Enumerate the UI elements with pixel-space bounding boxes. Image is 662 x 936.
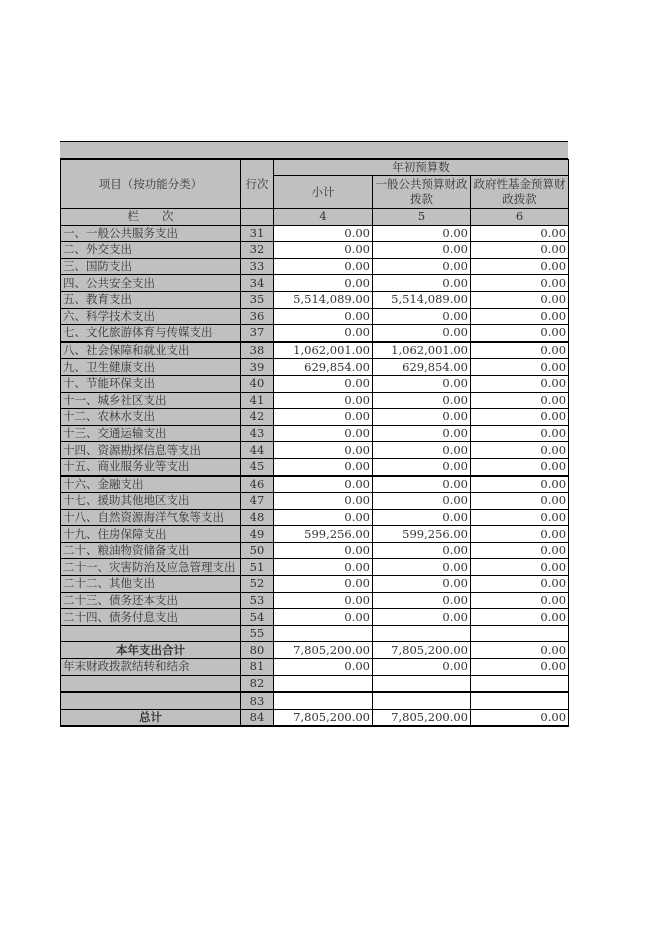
- row-value-gov-fund: [471, 675, 569, 692]
- row-line-no: 55: [241, 625, 274, 642]
- data-rows: [61, 225, 569, 726]
- row-value-general-budget: 0.00: [373, 375, 471, 392]
- row-value-gov-fund: 0.00: [471, 709, 569, 726]
- table-row: [61, 642, 569, 659]
- row-value-gov-fund: [471, 692, 569, 709]
- row-item-label: 十五、商业服务业等支出: [61, 458, 241, 475]
- row-value-subtotal: 7,805,200.00: [274, 709, 373, 726]
- table-row: [61, 359, 569, 376]
- table-row: [61, 542, 569, 559]
- row-line-no: 41: [241, 392, 274, 409]
- table-row: [61, 425, 569, 442]
- row-item-label: 二十、粮油物资储备支出: [61, 542, 241, 559]
- row-value-general-budget: 0.00: [373, 242, 471, 259]
- row-item-label: 二十二、其他支出: [61, 576, 241, 593]
- row-item-label: 二十三、债务还本支出: [61, 592, 241, 609]
- row-line-no: 38: [241, 342, 274, 359]
- row-value-gov-fund: 0.00: [471, 458, 569, 475]
- row-value-gov-fund: 0.00: [471, 476, 569, 493]
- row-value-general-budget: 7,805,200.00: [373, 642, 471, 659]
- row-value-gov-fund: 0.00: [471, 609, 569, 626]
- row-value-gov-fund: 0.00: [471, 225, 569, 242]
- row-item-label: 十四、资源勘探信息等支出: [61, 442, 241, 459]
- row-item-label: 十、节能环保支出: [61, 375, 241, 392]
- row-value-subtotal: 0.00: [274, 325, 373, 342]
- header-col4-subtotal: 小计: [274, 176, 373, 209]
- row-value-general-budget: 7,805,200.00: [373, 709, 471, 726]
- row-item-label: 二、外交支出: [61, 242, 241, 259]
- row-value-gov-fund: 0.00: [471, 576, 569, 593]
- column-index-5: 5: [373, 209, 471, 226]
- column-index-line: [241, 209, 274, 226]
- row-value-general-budget: 0.00: [373, 308, 471, 325]
- row-value-subtotal: 0.00: [274, 659, 373, 676]
- row-item-label: 十一、城乡社区支出: [61, 392, 241, 409]
- row-value-gov-fund: 0.00: [471, 493, 569, 510]
- row-value-general-budget: 629,854.00: [373, 359, 471, 376]
- table-row: [61, 409, 569, 426]
- row-value-general-budget: [373, 675, 471, 692]
- row-line-no: 36: [241, 308, 274, 325]
- row-value-general-budget: 0.00: [373, 325, 471, 342]
- row-value-subtotal: 0.00: [274, 542, 373, 559]
- row-item-label: 十六、金融支出: [61, 476, 241, 493]
- table-row: [61, 275, 569, 292]
- row-value-general-budget: 599,256.00: [373, 526, 471, 543]
- header-item: 项目（按功能分类）: [61, 160, 241, 209]
- row-value-gov-fund: 0.00: [471, 509, 569, 526]
- table-row: [61, 242, 569, 259]
- row-line-no: 47: [241, 493, 274, 510]
- table-row: [61, 476, 569, 493]
- row-value-subtotal: [274, 625, 373, 642]
- row-value-subtotal: 0.00: [274, 375, 373, 392]
- table-row: [61, 458, 569, 475]
- row-item-label: 九、卫生健康支出: [61, 359, 241, 376]
- row-value-subtotal: 0.00: [274, 559, 373, 576]
- row-value-gov-fund: 0.00: [471, 442, 569, 459]
- row-line-no: 53: [241, 592, 274, 609]
- row-value-subtotal: 0.00: [274, 442, 373, 459]
- row-item-label: [61, 675, 241, 692]
- table-row: [61, 225, 569, 242]
- row-value-general-budget: 5,514,089.00: [373, 291, 471, 308]
- header-group-initial-budget: 年初预算数: [274, 160, 569, 176]
- row-item-label: 一、一般公共服务支出: [61, 225, 241, 242]
- row-line-no: 31: [241, 225, 274, 242]
- row-value-general-budget: 0.00: [373, 442, 471, 459]
- row-value-subtotal: 0.00: [274, 609, 373, 626]
- table-row: [61, 559, 569, 576]
- row-item-label: [61, 625, 241, 642]
- row-item-label: 三、国防支出: [61, 258, 241, 275]
- table-row: [61, 442, 569, 459]
- title-band: [60, 141, 568, 159]
- table-row: [61, 659, 569, 676]
- header-row-1: [61, 160, 569, 176]
- row-line-no: 35: [241, 291, 274, 308]
- row-value-gov-fund: 0.00: [471, 291, 569, 308]
- row-item-label: 十九、住房保障支出: [61, 526, 241, 543]
- row-value-general-budget: 0.00: [373, 225, 471, 242]
- row-line-no: 32: [241, 242, 274, 259]
- budget-sheet: [60, 141, 568, 727]
- row-value-gov-fund: 0.00: [471, 359, 569, 376]
- row-value-subtotal: 0.00: [274, 308, 373, 325]
- row-item-label: 十七、援助其他地区支出: [61, 493, 241, 510]
- row-value-subtotal: 0.00: [274, 242, 373, 259]
- row-item-label: 六、科学技术支出: [61, 308, 241, 325]
- row-value-general-budget: 0.00: [373, 559, 471, 576]
- row-item-label: 年末财政拨款结转和结余: [61, 659, 241, 676]
- row-item-label: 十三、交通运输支出: [61, 425, 241, 442]
- row-item-label: 八、社会保障和就业支出: [61, 342, 241, 359]
- row-line-no: 51: [241, 559, 274, 576]
- row-value-subtotal: 1,062,001.00: [274, 342, 373, 359]
- row-value-subtotal: 0.00: [274, 225, 373, 242]
- row-item-label: 二十一、灾害防治及应急管理支出: [61, 559, 241, 576]
- row-value-subtotal: 7,805,200.00: [274, 642, 373, 659]
- row-value-subtotal: 0.00: [274, 493, 373, 510]
- row-value-general-budget: 0.00: [373, 392, 471, 409]
- table-row: [61, 509, 569, 526]
- row-value-subtotal: 0.00: [274, 275, 373, 292]
- table-row: [61, 576, 569, 593]
- table-row: [61, 258, 569, 275]
- row-value-subtotal: 0.00: [274, 592, 373, 609]
- row-value-subtotal: 0.00: [274, 509, 373, 526]
- row-value-general-budget: 0.00: [373, 592, 471, 609]
- row-item-label: 二十四、债务付息支出: [61, 609, 241, 626]
- row-value-gov-fund: 0.00: [471, 592, 569, 609]
- row-line-no: 81: [241, 659, 274, 676]
- row-value-general-budget: [373, 625, 471, 642]
- row-value-general-budget: 0.00: [373, 275, 471, 292]
- table-row: [61, 675, 569, 692]
- row-item-label: 本年支出合计: [61, 642, 241, 659]
- column-index-label: 栏 次: [61, 209, 241, 226]
- row-line-no: 40: [241, 375, 274, 392]
- row-value-subtotal: 629,854.00: [274, 359, 373, 376]
- table-row: [61, 392, 569, 409]
- column-index-4: 4: [274, 209, 373, 226]
- row-value-gov-fund: 0.00: [471, 542, 569, 559]
- row-value-general-budget: 0.00: [373, 576, 471, 593]
- row-value-general-budget: 0.00: [373, 609, 471, 626]
- row-value-gov-fund: 0.00: [471, 375, 569, 392]
- row-line-no: 33: [241, 258, 274, 275]
- row-line-no: 37: [241, 325, 274, 342]
- row-line-no: 49: [241, 526, 274, 543]
- row-value-subtotal: [274, 692, 373, 709]
- row-line-no: 42: [241, 409, 274, 426]
- row-item-label: 总计: [61, 709, 241, 726]
- table-row: [61, 375, 569, 392]
- row-value-subtotal: 0.00: [274, 392, 373, 409]
- row-line-no: 34: [241, 275, 274, 292]
- row-value-general-budget: 0.00: [373, 458, 471, 475]
- row-line-no: 84: [241, 709, 274, 726]
- row-line-no: 52: [241, 576, 274, 593]
- table-row: [61, 308, 569, 325]
- row-value-general-budget: 0.00: [373, 659, 471, 676]
- row-item-label: 十八、自然资源海洋气象等支出: [61, 509, 241, 526]
- row-line-no: 50: [241, 542, 274, 559]
- table-row: [61, 692, 569, 709]
- column-index-row: [61, 209, 569, 226]
- row-value-general-budget: 0.00: [373, 493, 471, 510]
- row-value-general-budget: [373, 692, 471, 709]
- table-row: [61, 592, 569, 609]
- row-item-label: 四、公共安全支出: [61, 275, 241, 292]
- row-value-subtotal: 0.00: [274, 476, 373, 493]
- table-row: [61, 342, 569, 359]
- row-value-gov-fund: 0.00: [471, 526, 569, 543]
- row-value-subtotal: 0.00: [274, 258, 373, 275]
- row-value-general-budget: 0.00: [373, 476, 471, 493]
- table-row: [61, 291, 569, 308]
- row-value-subtotal: 0.00: [274, 576, 373, 593]
- row-value-general-budget: 0.00: [373, 258, 471, 275]
- table-row: [61, 325, 569, 342]
- row-line-no: 43: [241, 425, 274, 442]
- row-item-label: [61, 692, 241, 709]
- row-value-gov-fund: 0.00: [471, 242, 569, 259]
- row-line-no: 39: [241, 359, 274, 376]
- header-col6-gov-fund: 政府性基金预算财政拨款: [471, 176, 569, 209]
- row-value-gov-fund: 0.00: [471, 308, 569, 325]
- expenditure-table: [60, 159, 569, 727]
- header-line-no: 行次: [241, 160, 274, 209]
- row-value-gov-fund: 0.00: [471, 275, 569, 292]
- row-value-gov-fund: [471, 625, 569, 642]
- row-value-gov-fund: 0.00: [471, 342, 569, 359]
- column-index-6: 6: [471, 209, 569, 226]
- row-value-subtotal: 0.00: [274, 409, 373, 426]
- table-row: [61, 609, 569, 626]
- row-line-no: 45: [241, 458, 274, 475]
- row-line-no: 46: [241, 476, 274, 493]
- table-row: [61, 493, 569, 510]
- row-value-gov-fund: 0.00: [471, 425, 569, 442]
- row-line-no: 48: [241, 509, 274, 526]
- row-value-general-budget: 0.00: [373, 509, 471, 526]
- table-row: [61, 709, 569, 726]
- row-value-general-budget: 0.00: [373, 425, 471, 442]
- row-item-label: 十二、农林水支出: [61, 409, 241, 426]
- row-value-gov-fund: 0.00: [471, 325, 569, 342]
- row-value-general-budget: 0.00: [373, 409, 471, 426]
- row-item-label: 七、文化旅游体育与传媒支出: [61, 325, 241, 342]
- row-value-gov-fund: 0.00: [471, 409, 569, 426]
- row-value-gov-fund: 0.00: [471, 559, 569, 576]
- row-line-no: 54: [241, 609, 274, 626]
- row-value-gov-fund: 0.00: [471, 642, 569, 659]
- row-value-general-budget: 1,062,001.00: [373, 342, 471, 359]
- table-row: [61, 526, 569, 543]
- row-line-no: 82: [241, 675, 274, 692]
- row-line-no: 44: [241, 442, 274, 459]
- row-line-no: 80: [241, 642, 274, 659]
- row-value-subtotal: 5,514,089.00: [274, 291, 373, 308]
- row-line-no: 83: [241, 692, 274, 709]
- row-value-subtotal: 0.00: [274, 425, 373, 442]
- header-col5-general-budget: 一般公共预算财政拨款: [373, 176, 471, 209]
- row-value-general-budget: 0.00: [373, 542, 471, 559]
- row-value-gov-fund: 0.00: [471, 392, 569, 409]
- row-item-label: 五、教育支出: [61, 291, 241, 308]
- row-value-subtotal: 0.00: [274, 458, 373, 475]
- row-value-gov-fund: 0.00: [471, 659, 569, 676]
- table-row: [61, 625, 569, 642]
- row-value-subtotal: 599,256.00: [274, 526, 373, 543]
- row-value-subtotal: [274, 675, 373, 692]
- row-value-gov-fund: 0.00: [471, 258, 569, 275]
